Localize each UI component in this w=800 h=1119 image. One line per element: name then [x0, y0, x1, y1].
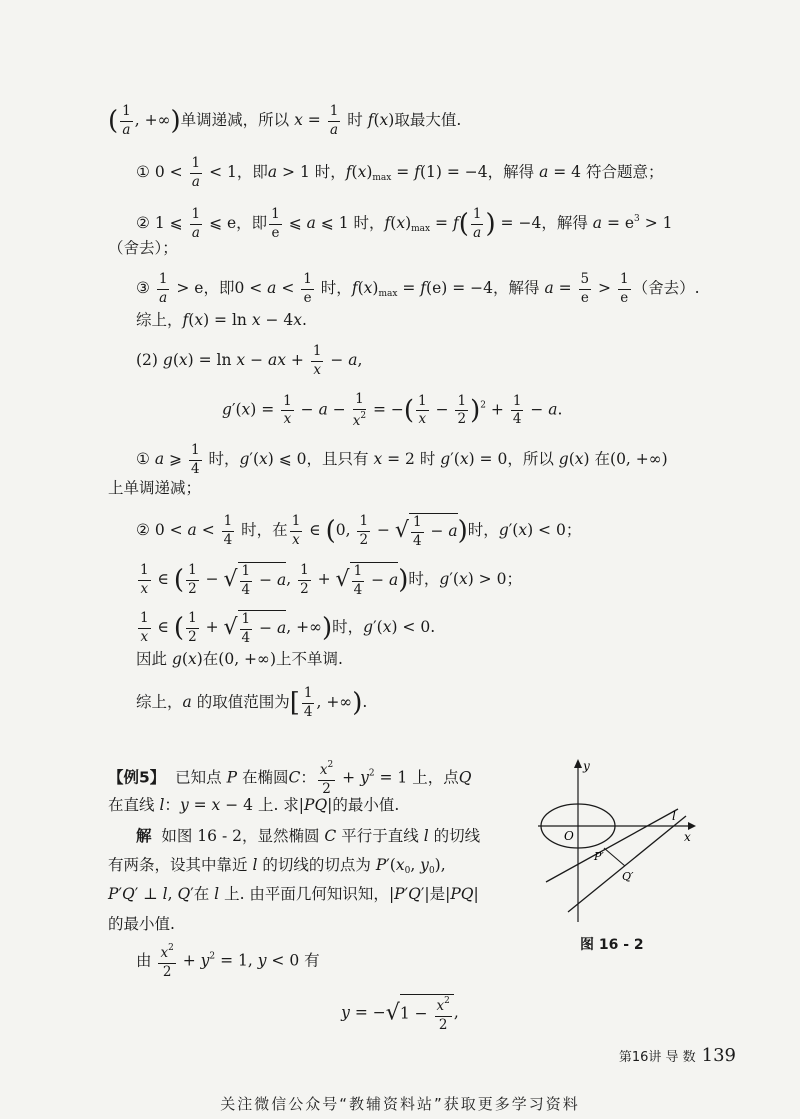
from-line: 由 $\frac{x^2}{2}$ + $y^2 = 1$, y < 0 有: [136, 943, 320, 980]
solution-line-1: 解 如图 16 - 2，显然椭圆 C 平行于直线 l 的切线: [136, 827, 481, 845]
line-1: ( $\frac{1}{a}$ , +∞)单调递减，所以 x = $\frac{1}{a}$ 时 f(x)取最大值.: [108, 103, 462, 138]
promo-banner: 关注微信公众号“教辅资料站”获取更多学习资料: [220, 1095, 580, 1113]
d-case-2: ② 0 < a < $\frac{1}{4}$ 时，在 $\frac{1}{x}$ ∈ (0, $\frac{1}{2}$ − √ $\frac{1}{4}$ − a)时，g′(x) < 0；: [136, 513, 582, 549]
figure-16-2: [528, 754, 708, 924]
case-2: ② 1 ⩽ $\frac{1}{a}$ ⩽ e，即 $\frac{1}{e}$ ⩽ a ⩽ 1 时，$f(x)_{max} = f$( $\frac{1}{a}$ ) = −4，解得 $a = e^3 > 1$: [136, 206, 673, 241]
page-number: 139: [701, 1045, 736, 1066]
page-footer: [619, 1045, 736, 1066]
label-q-prime: Q′: [622, 870, 634, 883]
case-2-cont: （舍去）；: [108, 239, 178, 257]
x-axis-arrow: [688, 822, 696, 830]
solution-line-4: 的最小值.: [108, 915, 175, 933]
label-y: y: [583, 759, 590, 773]
y-axis-arrow: [574, 759, 582, 768]
label-p-prime: P′: [594, 850, 604, 863]
label-o: O: [564, 829, 574, 843]
d-case-4: $\frac{1}{x}$ ∈ ( $\frac{1}{2}$ + √ $\frac{1}{4}$ − a, +∞)时，g′(x) < 0.: [140, 610, 436, 646]
chapter-label: 第16讲 导 数: [618, 1050, 696, 1065]
example-line-2: 在直线 l：y = x − 4 上. 求|PQ|的最小值.: [108, 796, 400, 814]
d-case-3: $\frac{1}{x}$ ∈ ( $\frac{1}{2}$ − √ $\frac{1}{4}$ − a, $\frac{1}{2}$ + √ $\frac{1}{4}$ − a)时，g′(x) > 0；: [140, 562, 522, 598]
tangent-line: [546, 809, 678, 882]
derivative-eq: g′(x) = $\frac{1}{x}$ − a − $\frac{1}{x^2}$ = −( $\frac{1}{x}$ − $\frac{1}{2}$ )$^2$ + $\frac{1}{4}$ − a.: [222, 391, 563, 429]
example-line-1: 【例5】 已知点 P 在椭圆C： $\frac{x^2}{2}$ + $y^2 = 1$ 上，点Q: [108, 760, 472, 797]
case-3: ③ $\frac{1}{a}$ > e，即0 < a < $\frac{1}{e}$ 时，$f(x)_{max} = f(e) = -4$，解得 a = $\frac{5}{e}$ > $\frac{1}{e}$ （舍去）.: [136, 271, 700, 306]
d-case-1-cont: 上单调递减；: [108, 479, 202, 497]
figure-caption: 图 16 - 2: [580, 937, 644, 953]
label-l: l: [672, 809, 676, 823]
y-equation: y = −√1 − $\frac{x^2}{2}$ ,: [341, 996, 459, 1033]
solution-line-2: 有两条，设其中靠近 l 的切线的切点为 $P'(x_0$, $y_0$),: [108, 856, 446, 876]
summary-1: 综上，f(x) = ln x − 4x.: [136, 311, 307, 329]
solution-line-3: P′Q′ ⊥ l, Q′在 l 上. 由平面几何知识知，|P′Q′|是|PQ|: [108, 885, 479, 903]
case-1: ① 0 < $\frac{1}{a}$ < 1，即a > 1 时，$f(x)_{max} = f(1) = -4$，解得 a = 4 符合题意；: [136, 155, 664, 190]
part-2: (2) g(x) = ln x − ax + $\frac{1}{x}$ − a,: [136, 343, 363, 378]
line-l: [568, 816, 686, 912]
d-case-1: ① a ⩾ $\frac{1}{4}$ 时，g′(x) ⩽ 0，且只有 x = 2 时 g′(x) = 0，所以 g(x) 在(0, +∞): [136, 442, 668, 477]
segment-pq: [604, 848, 625, 866]
summary-2: 综上，a 的取值范围为[ $\frac{1}{4}$ , +∞).: [136, 685, 368, 720]
therefore-line: 因此 g(x)在(0, +∞)上不单调.: [136, 650, 343, 668]
label-x: x: [684, 830, 691, 844]
